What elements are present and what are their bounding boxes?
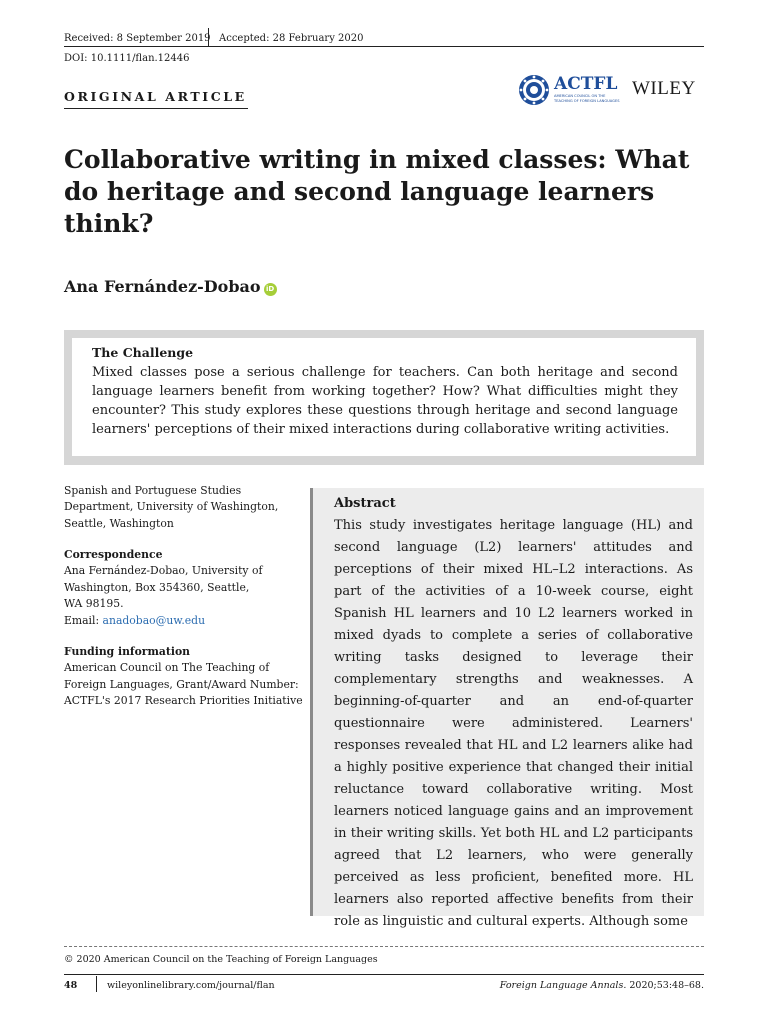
section-underline — [64, 108, 248, 109]
page-number: 48 — [64, 980, 78, 991]
actfl-emblem-icon — [519, 75, 549, 105]
email-link[interactable]: anadobao@uw.edu — [102, 613, 206, 627]
header-rule — [64, 46, 704, 47]
affiliation-line-3: Seattle, Washington — [64, 516, 174, 530]
correspondence-line-2: Washington, Box 354360, Seattle, — [64, 580, 250, 594]
correspondence-line-1: Ana Fernández-Dobao, University of — [64, 564, 263, 578]
wiley-logo: WILEY — [632, 78, 696, 99]
actfl-wordmark: ACTFL — [554, 74, 618, 94]
actfl-logo — [518, 72, 628, 108]
correspondence-line-3: WA 98195. — [64, 597, 124, 611]
affiliation-line-1: Spanish and Portuguese Studies — [64, 484, 242, 497]
journal-name: Foreign Language Annals. — [499, 980, 627, 991]
footer-dotted-rule — [64, 946, 704, 947]
challenge-text: Mixed classes pose a serious challenge for teachers. Can both heritage and second language learners benefit from working together? How? What difficulties might they encounter? This study explores these questions through heritage and second language learners' perceptions of their mixed interactions during collaborative writing activities. — [92, 365, 678, 437]
section-label: ORIGINAL ARTICLE — [64, 89, 247, 104]
accepted-date: Accepted: 28 February 2020 — [219, 33, 364, 44]
funding-line-2: Foreign Languages, Grant/Award Number: — [64, 677, 299, 691]
affiliation-line-2: Department, University of Washington, — [64, 500, 279, 514]
title-line-2: do heritage and second language learners — [64, 177, 655, 206]
correspondence-heading: Correspondence — [64, 548, 163, 561]
abstract-text: This study investigates heritage language (HL) and second language (L2) learners' attitudes and perceptions of their mixed HL–L2 interactions. As part of the activities of a 10-week course, eight Spanish HL learners and 10 L2 learners worked in mixed dyads to complete a series of collaborative writing tasks designed to leverage their complementary strengths and weaknesses. A beginning-of-quarter and an end-of-quarter questionnaire were administered. Learners' responses revealed that HL and L2 learners alike had a highly positive experience that changed their initial reluctance toward collaborative writing. Most learners noticed language gains and an improvement in their writing skills. Yet both HL and L2 participants agreed that L2 learners, who were generally perceived as less proficient, benefited more. HL learners also reported affective benefits from their role as linguistic and cultural experts. Although some — [334, 518, 693, 929]
footer-rule — [64, 974, 704, 975]
actfl-subline-1: AMERICAN COUNCIL ON THE — [554, 94, 606, 98]
footer-separator — [96, 976, 97, 992]
actfl-subline-2: TEACHING OF FOREIGN LANGUAGES — [554, 99, 620, 103]
funding-heading: Funding information — [64, 645, 191, 658]
correspondence-email-line — [64, 613, 304, 629]
correspondence — [64, 547, 304, 629]
journal-url[interactable]: wileyonlinelibrary.com/journal/flan — [107, 980, 275, 991]
funding-line-3: ACTFL's 2017 Research Priorities Initiative — [64, 694, 303, 708]
challenge-title: The Challenge — [92, 345, 194, 360]
doi[interactable]: DOI: 10.1111/flan.12446 — [64, 53, 190, 64]
article-title — [64, 144, 704, 240]
funding — [64, 644, 304, 710]
title-line-3: think? — [64, 209, 154, 238]
title-line-1: Collaborative writing in mixed classes: What — [64, 145, 690, 174]
header-separator — [208, 28, 209, 46]
email-label: Email: — [64, 613, 103, 627]
copyright: © 2020 American Council on the Teaching of Foreign Languages — [64, 954, 378, 965]
abstract-title: Abstract — [334, 496, 396, 511]
author-line — [64, 277, 277, 296]
citation — [500, 980, 704, 991]
funding-line-1: American Council on The Teaching of — [64, 661, 270, 675]
received-date: Received: 8 September 2019 — [64, 33, 211, 44]
affiliation — [64, 483, 304, 532]
orcid-icon[interactable]: iD — [264, 283, 277, 296]
author-name: Ana Fernández-Dobao — [64, 277, 261, 296]
abstract-side-bar — [310, 488, 313, 916]
citation-details: 2020;53:48–68. — [626, 980, 704, 991]
